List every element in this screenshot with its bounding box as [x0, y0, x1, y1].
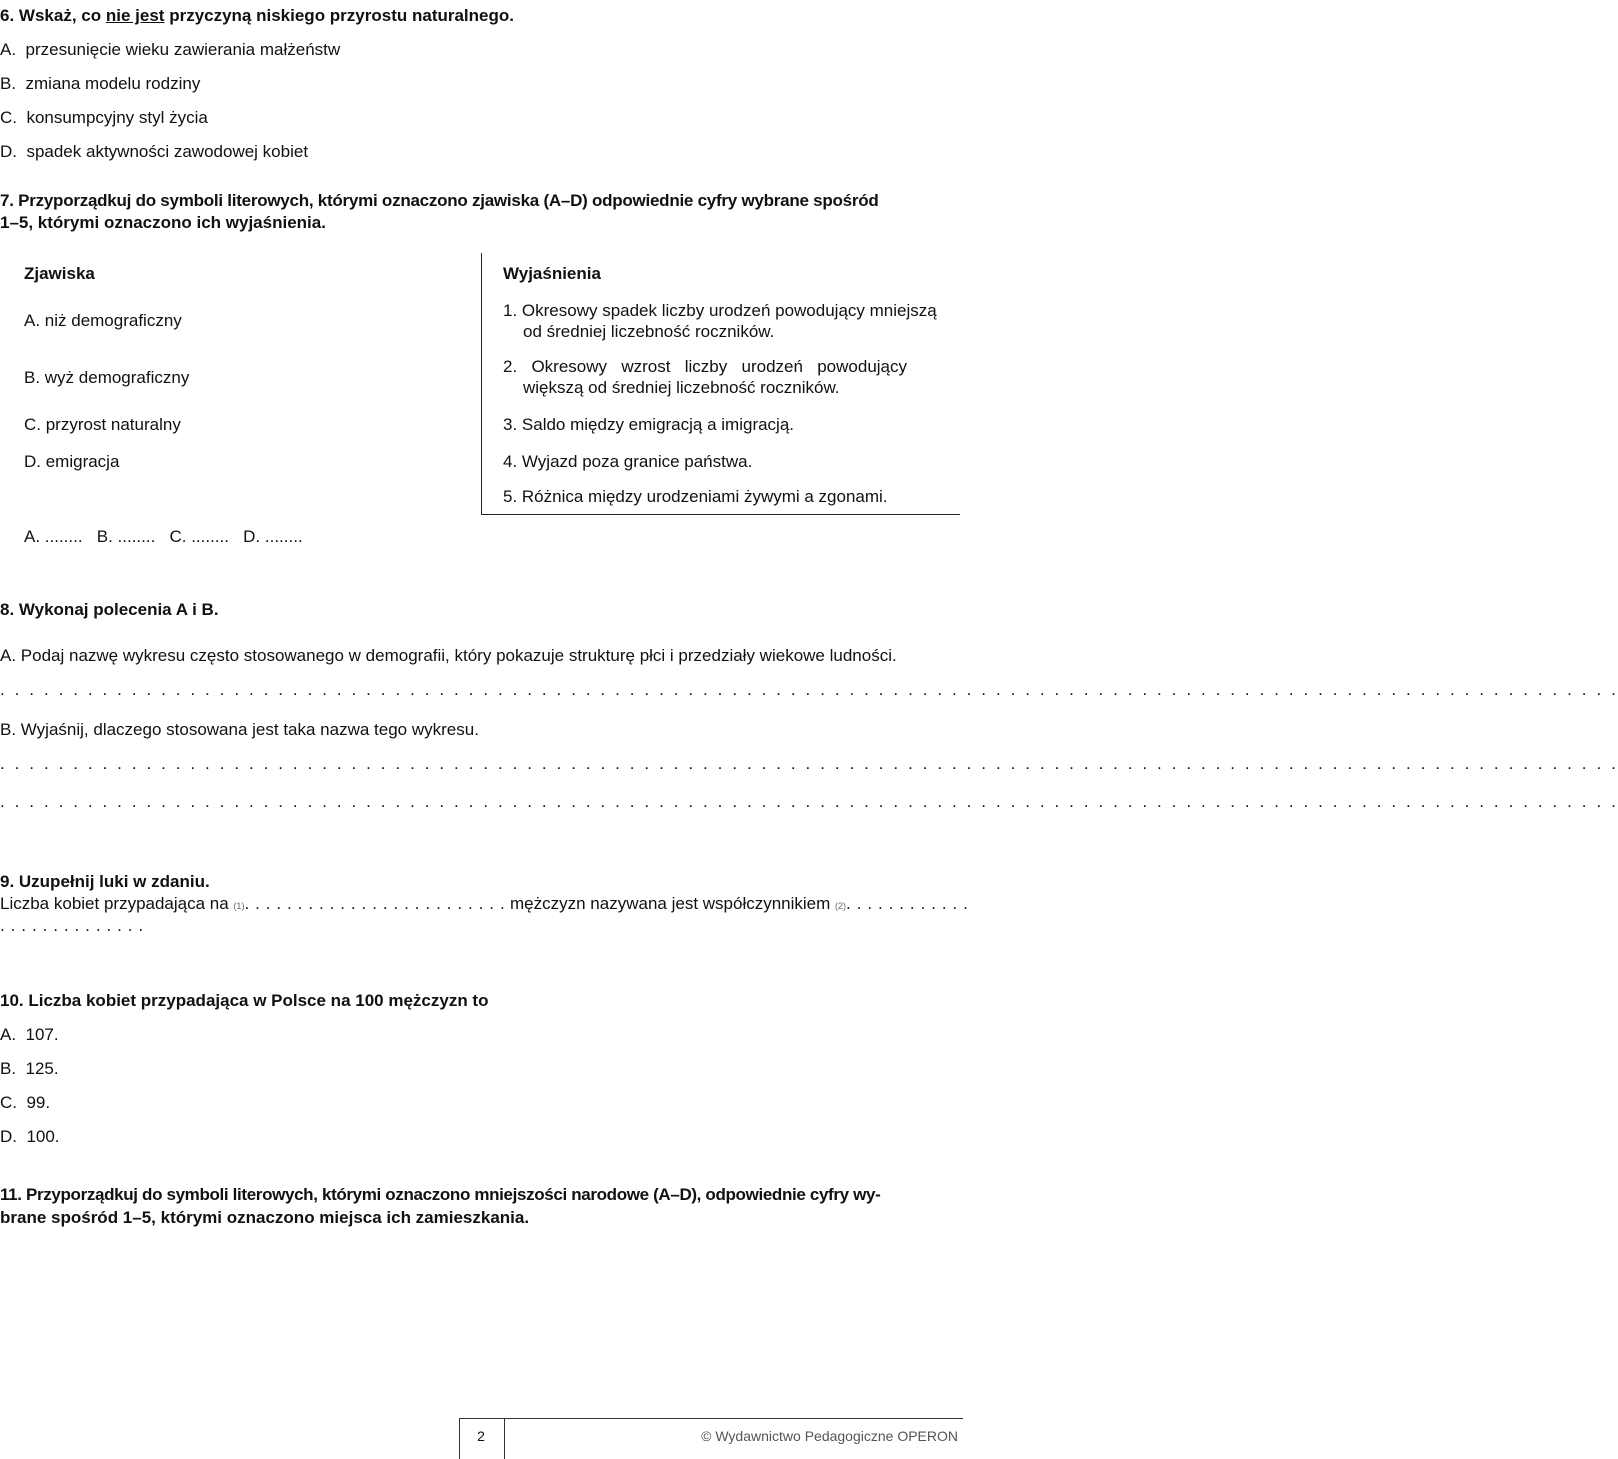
q6-option-b: B. zmiana modelu rodziny: [0, 74, 201, 93]
q6-title-post: przyczyną niskiego przyrostu naturalnego.: [169, 6, 514, 25]
q7-col-left-header: Zjawiska: [24, 264, 95, 283]
q7-box-left-border: [481, 253, 482, 515]
q6-option-a: A. przesunięcie wieku zawierania małżeństw: [0, 40, 341, 59]
q7-col-right-header: Wyjaśnienia: [503, 264, 601, 283]
q6-title: [0, 6, 514, 26]
q9-gap2-marker: (2): [835, 901, 847, 911]
q9-title: 9. Uzupełnij luki w zdaniu.: [0, 872, 210, 891]
q7-title-line2: 1–5, którymi oznaczono ich wyjaśnienia.: [0, 213, 326, 232]
page-number: 2: [477, 1428, 485, 1444]
q7-explanation-5: 5. Różnica między urodzeniami żywymi a zgonami.: [503, 487, 888, 506]
q8-answer-b-line-2[interactable]: . . . . . . . . . . . . . . . . . . . . . . . . . . . . . . . . . . . . . . . . . . . . . . . . . . . . . . . . . . . . . . . . . . . . . . . . . . . . . . . . . . . . . . . . . . . . . . . . . . . . . . . . . . . . . . .: [0, 792, 1618, 811]
q9-part2: mężczyzn nazywana jest współczynnikiem: [510, 894, 831, 913]
q10-option-c: C. 99.: [0, 1093, 51, 1112]
q7-answer-line[interactable]: A. ........ B. ........ C. ........ D. ........: [24, 527, 303, 546]
q8-answer-b-line-1[interactable]: . . . . . . . . . . . . . . . . . . . . . . . . . . . . . . . . . . . . . . . . . . . . . . . . . . . . . . . . . . . . . . . . . . . . . . . . . . . . . . . . . . . . . . . . . . . . . . . . . . . . . . . . . . . . . . .: [0, 754, 1618, 773]
q6-title-pre: Wskaż, co: [18, 6, 102, 25]
q7-phenomenon-b: B. wyż demograficzny: [24, 368, 190, 387]
q9-part1: Liczba kobiet przypadająca na: [0, 894, 229, 913]
q9-gap1-marker: (1): [233, 901, 245, 911]
q7-phenomenon-c: C. przyrost naturalny: [24, 415, 181, 434]
q11-title-line2: brane spośród 1–5, którymi oznaczono miejsca ich zamieszkania.: [0, 1208, 530, 1227]
q7-title-line1: 7. Przyporządkuj do symboli literowych, którymi oznaczono zjawiska (A–D) odpowiednie cyfry wybrane spośród: [0, 191, 879, 210]
q6-number: 6.: [0, 6, 15, 25]
q10-option-b: B. 125.: [0, 1059, 59, 1078]
q8-task-b: B. Wyjaśnij, dlaczego stosowana jest taka nazwa tego wykresu.: [0, 720, 479, 739]
q7-explanation-3: 3. Saldo między emigracją a imigracją.: [503, 415, 795, 434]
q6-title-emphasis: nie jest: [105, 6, 165, 25]
copyright-notice: © Wydawnictwo Pedagogiczne OPERON: [701, 1428, 958, 1444]
q7-phenomenon-a: A. niż demograficzny: [24, 311, 182, 330]
q8-title: 8. Wykonaj polecenia A i B.: [0, 600, 219, 619]
q11-title-line1: 11. Przyporządkuj do symboli literowych, którymi oznaczono mniejszości narodowe (A–D), odpowiednie cyfry wy-: [0, 1185, 881, 1204]
q6-option-c: C. konsumpcyjny styl życia: [0, 108, 208, 127]
q10-option-a: A. 107.: [0, 1025, 59, 1044]
q9-gap2-continued[interactable]: . . . . . . . . . . . . . .: [0, 916, 144, 935]
q6-option-d: D. spadek aktywności zawodowej kobiet: [0, 142, 309, 161]
q7-explanation-2-line2: większą od średniej liczebność roczników.: [523, 378, 840, 397]
q7-box-bottom-border: [481, 514, 960, 515]
q8-task-a: A. Podaj nazwę wykresu często stosowanego w demografii, który pokazuje strukturę płci i przedziały wiekowe ludności.: [0, 646, 897, 665]
q8-answer-a-line[interactable]: . . . . . . . . . . . . . . . . . . . . . . . . . . . . . . . . . . . . . . . . . . . . . . . . . . . . . . . . . . . . . . . . . . . . . . . . . . . . . . . . . . . . . . . . . . . . . . . . . . . . . . . . . . . . . . .: [0, 680, 1618, 699]
q7-phenomenon-d: D. emigracja: [24, 452, 120, 471]
q7-explanation-4: 4. Wyjazd poza granice państwa.: [503, 452, 753, 471]
q9-gap2[interactable]: . . . . . . . . . . . .: [846, 894, 969, 913]
q7-explanation-2: [503, 356, 955, 398]
q10-option-d: D. 100.: [0, 1127, 60, 1146]
q7-explanation-1-line2: od średniej liczebność roczników.: [523, 322, 775, 341]
q9-gap1[interactable]: . . . . . . . . . . . . . . . . . . . . . . . . .: [244, 894, 506, 913]
q7-explanation-1-line1: 1. Okresowy spadek liczby urodzeń powodujący mniejszą: [503, 301, 937, 320]
q10-title: 10. Liczba kobiet przypadająca w Polsce na 100 mężczyzn to: [0, 991, 489, 1010]
q7-explanation-2-line1: 2. Okresowy wzrost liczby urodzeń powodujący: [503, 357, 907, 376]
q7-explanation-1: [503, 300, 955, 342]
q9-sentence: [0, 894, 968, 914]
